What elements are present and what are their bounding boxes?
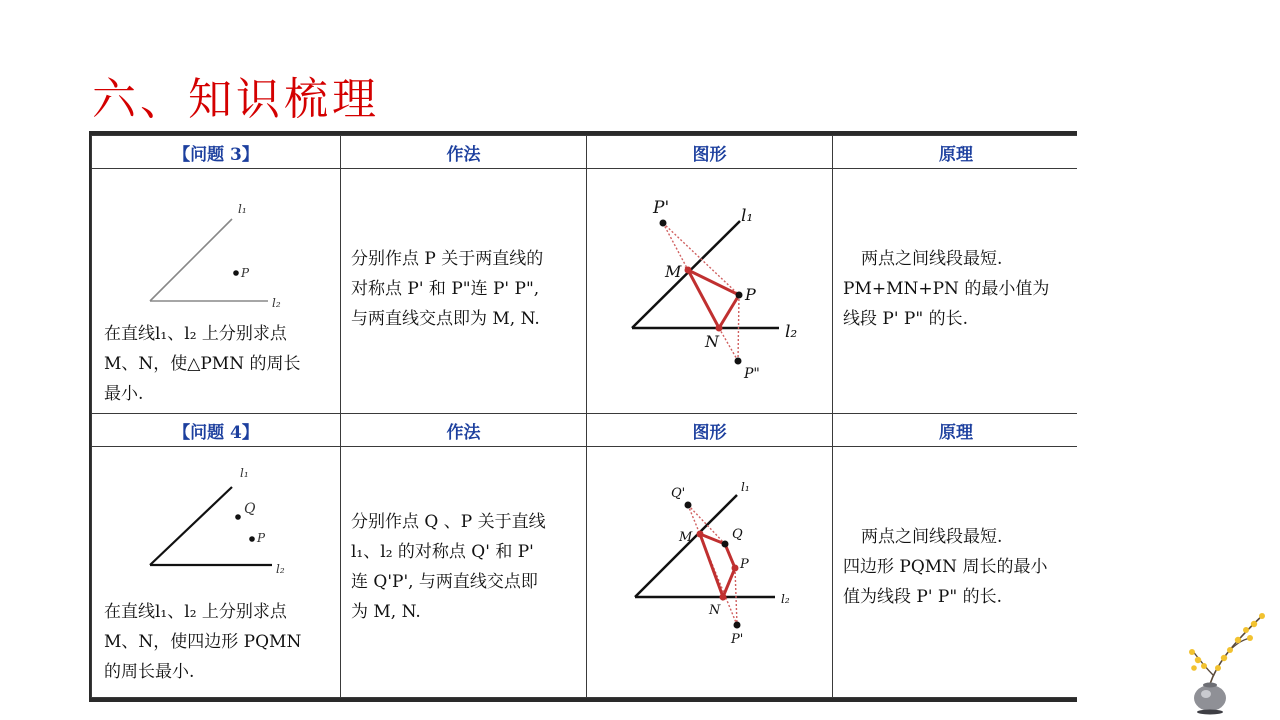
figure-4-cell — [587, 447, 833, 698]
point-n — [716, 325, 723, 332]
method-3-text — [351, 244, 583, 334]
label-l2: l₂ — [276, 562, 285, 576]
reflect-segment — [738, 295, 739, 361]
header-method: 作法 — [341, 136, 587, 169]
point-p — [249, 536, 255, 542]
quadrilateral-pqmn — [700, 534, 735, 597]
principle-3-cell — [833, 169, 1078, 414]
point-m — [685, 267, 692, 274]
problem-4-cell — [92, 447, 341, 698]
header-row-problem-4 — [92, 414, 1078, 447]
text-line: M、N，使△PMN 的周长 — [104, 354, 301, 374]
text-line: 与两直线交点即为 M, N. — [351, 309, 540, 329]
label-p-prime: P' — [731, 632, 744, 647]
point-p — [732, 565, 739, 572]
text-line: 在直线l₁、l₂ 上分别求点 — [104, 324, 287, 344]
line-l1 — [150, 219, 232, 301]
line-l1 — [632, 221, 740, 328]
point-q — [235, 514, 241, 520]
figure-3-cell — [587, 169, 833, 414]
method-4-cell — [341, 447, 587, 698]
text-line: l₁、l₂ 的对称点 Q' 和 P' — [351, 542, 534, 562]
table-row-problem-4 — [92, 447, 1078, 698]
text-line: 为 M, N. — [351, 602, 421, 622]
text-line: 对称点 P' 和 P"连 P' P", — [351, 279, 540, 299]
figure-3-diagram — [587, 169, 833, 413]
text-line: 最小. — [104, 384, 144, 404]
label-q: Q — [732, 527, 743, 542]
principle-4-text — [843, 522, 1075, 612]
text-line: 四边形 PQMN 周长的最小 — [843, 557, 1048, 577]
text-line: 值为线段 P' P" 的长. — [843, 587, 1002, 607]
point-m — [697, 531, 704, 538]
header-problem-4: 【问题 4】 — [92, 414, 341, 447]
header-principle: 原理 — [833, 414, 1078, 447]
label-l2: l₂ — [785, 322, 798, 342]
text-line: 分别作点 P 关于两直线的 — [351, 249, 544, 269]
problem-3-text — [104, 319, 334, 409]
principle-4-cell — [833, 447, 1078, 698]
label-l1: l₁ — [240, 466, 249, 480]
text-line: M、N，使四边形 PQMN — [104, 632, 302, 652]
label-l2: l₂ — [272, 296, 281, 310]
figure-4-diagram — [587, 447, 833, 697]
table-row-problem-3 — [92, 169, 1078, 414]
label-q-prime: Q' — [671, 486, 686, 501]
label-p-prime: P' — [653, 198, 670, 218]
reflect-segment — [719, 328, 738, 361]
line-l1 — [150, 487, 232, 565]
point-n — [720, 594, 727, 601]
method-4-text — [351, 507, 583, 627]
label-q: Q — [244, 501, 256, 517]
text-line: 线段 P' P" 的长. — [843, 309, 968, 329]
label-p: P — [241, 266, 250, 280]
label-l1: l₁ — [741, 480, 750, 494]
slide-title: 六、知识梳理 — [92, 74, 380, 125]
problem-3-cell — [92, 169, 341, 414]
problem-4-text — [104, 597, 334, 687]
label-p: P — [257, 531, 266, 545]
line-l1 — [635, 495, 737, 597]
label-l2: l₂ — [781, 592, 790, 606]
label-p: P — [740, 557, 749, 572]
text-line: 连 Q'P', 与两直线交点即 — [351, 572, 538, 592]
point-p — [736, 292, 743, 299]
text-line: 在直线l₁、l₂ 上分别求点 — [104, 602, 287, 622]
point-q — [722, 541, 729, 548]
point-p-double-prime — [735, 358, 742, 365]
label-m: M — [665, 262, 682, 281]
point-p-prime — [660, 220, 667, 227]
label-n: N — [705, 332, 719, 351]
label-l1: l₁ — [741, 206, 754, 226]
text-line: 的周长最小. — [104, 662, 195, 682]
label-n: N — [709, 603, 721, 618]
label-p: P — [745, 285, 756, 304]
label-p-double-prime: P" — [744, 366, 760, 382]
text-line: 两点之间线段最短. — [861, 527, 1003, 547]
knowledge-table — [89, 131, 1077, 702]
point-p — [233, 270, 239, 276]
header-problem-3: 【问题 3】 — [92, 136, 341, 169]
point-q-prime — [685, 502, 692, 509]
header-figure: 图形 — [587, 414, 833, 447]
label-l1: l₁ — [238, 202, 247, 216]
header-method: 作法 — [341, 414, 587, 447]
text-line: 分别作点 Q 、P 关于直线 — [351, 512, 546, 532]
header-principle: 原理 — [833, 136, 1078, 169]
text-line: 两点之间线段最短. — [861, 249, 1003, 269]
triangle-pmn — [688, 270, 739, 328]
method-3-cell — [341, 169, 587, 414]
plum-blossom-vase-decoration — [1180, 606, 1270, 716]
header-figure: 图形 — [587, 136, 833, 169]
principle-3-text — [843, 244, 1075, 334]
reflect-segment — [735, 568, 737, 625]
text-line: PM+MN+PN 的最小值为 — [843, 279, 1050, 299]
header-row-problem-3 — [92, 136, 1078, 169]
label-m: M — [679, 530, 693, 545]
point-p-prime — [734, 622, 741, 629]
